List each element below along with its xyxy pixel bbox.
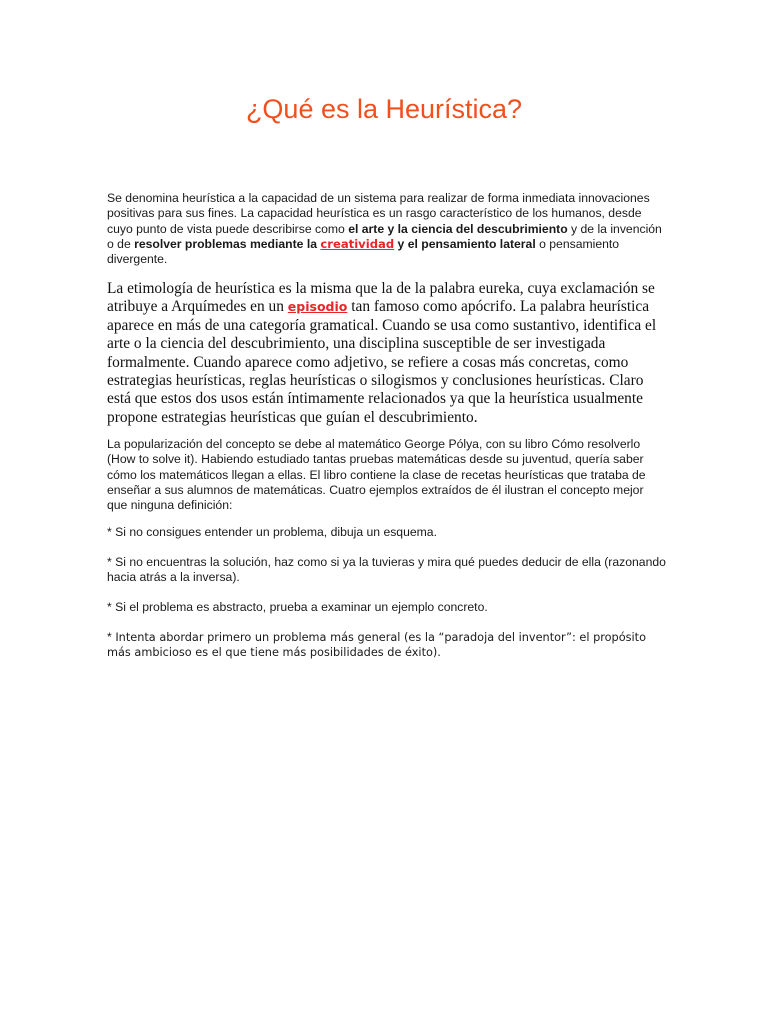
bullet-4-star: * xyxy=(107,630,112,644)
intro-bold-2: resolver problemas mediante la xyxy=(134,236,317,251)
polya-paragraph: La popularización del concepto se debe al matemático George Pólya, con su libro Cómo resolverlo (How to solve it). Habiendo estudiado tantas pruebas matemáticas desde su juventud, quería saber cómo los matemáticos llegan a ellas. El libro contiene la clase de recetas heurísticas que trataba de enseñar a sus alumnos de matemáticas. Cuatro ejemplos extraídos de él ilustran el concepto mejor que ninguna definición: xyxy=(107,437,646,513)
etymology-text-2: tan famoso como apócrifo. La palabra heurística aparece en más de una categoría gramatical. Cuando se usa como sustantivo, identifica el arte o la ciencia del descubrimiento, una disciplina susceptible de ser investigada formalmente. Cuando aparece como adjetivo, se refiere a cosas más concretas, como estrategias heurísticas, reglas heurísticas o silogismos y conclusiones heurísticas. Claro está que estos dos usos están íntimamente relacionados ya que la heurística usualmente propone estrategias heurísticas que guían el descubrimiento. xyxy=(107,298,657,426)
intro-text-3: o pensamiento divergente. xyxy=(107,236,620,267)
bullet-4-text-2: (es la “paradoja del inventor”: el propósito más ambicioso es el que tiene más posibilidades de éxito). xyxy=(107,631,647,660)
heuristic-bullet-3: * Si el problema es abstracto, prueba a examinar un ejemplo concreto. xyxy=(107,600,488,614)
intro-paragraph xyxy=(107,191,667,267)
etymology-paragraph xyxy=(107,280,667,427)
page-title: ¿Qué es la Heurística? xyxy=(245,94,523,124)
heuristic-bullet-4 xyxy=(107,630,667,661)
creatividad-link[interactable]: creatividad xyxy=(320,236,395,251)
bullet-4-text-1: Intenta abordar primero un problema más general xyxy=(111,631,401,644)
intro-text-1: Se denomina heurística a la capacidad de un sistema para realizar de forma inmediata innovaciones positivas para sus fines. La capacidad heurística es un rasgo característico de los humanos, desde cuyo punto de vista puede describirse como xyxy=(107,191,650,236)
intro-text-2: y de la invención o de xyxy=(107,221,662,251)
intro-bold-1: el arte y la ciencia del descubrimiento xyxy=(348,221,568,236)
intro-bold-3: y el pensamiento lateral xyxy=(397,236,536,251)
heuristic-bullet-1: * Si no consigues entender un problema, dibuja un esquema. xyxy=(107,525,437,539)
heuristic-bullet-2: * Si no encuentras la solución, haz como si ya la tuvieras y mira qué puedes deducir de ella (razonando hacia atrás a la inversa). xyxy=(107,555,666,585)
episodio-link[interactable]: episodio xyxy=(287,299,348,315)
etymology-text-1: La etimología de heurística es la misma que la de la palabra eureka, cuya exclamación se atribuye a Arquímedes en un xyxy=(107,280,655,316)
